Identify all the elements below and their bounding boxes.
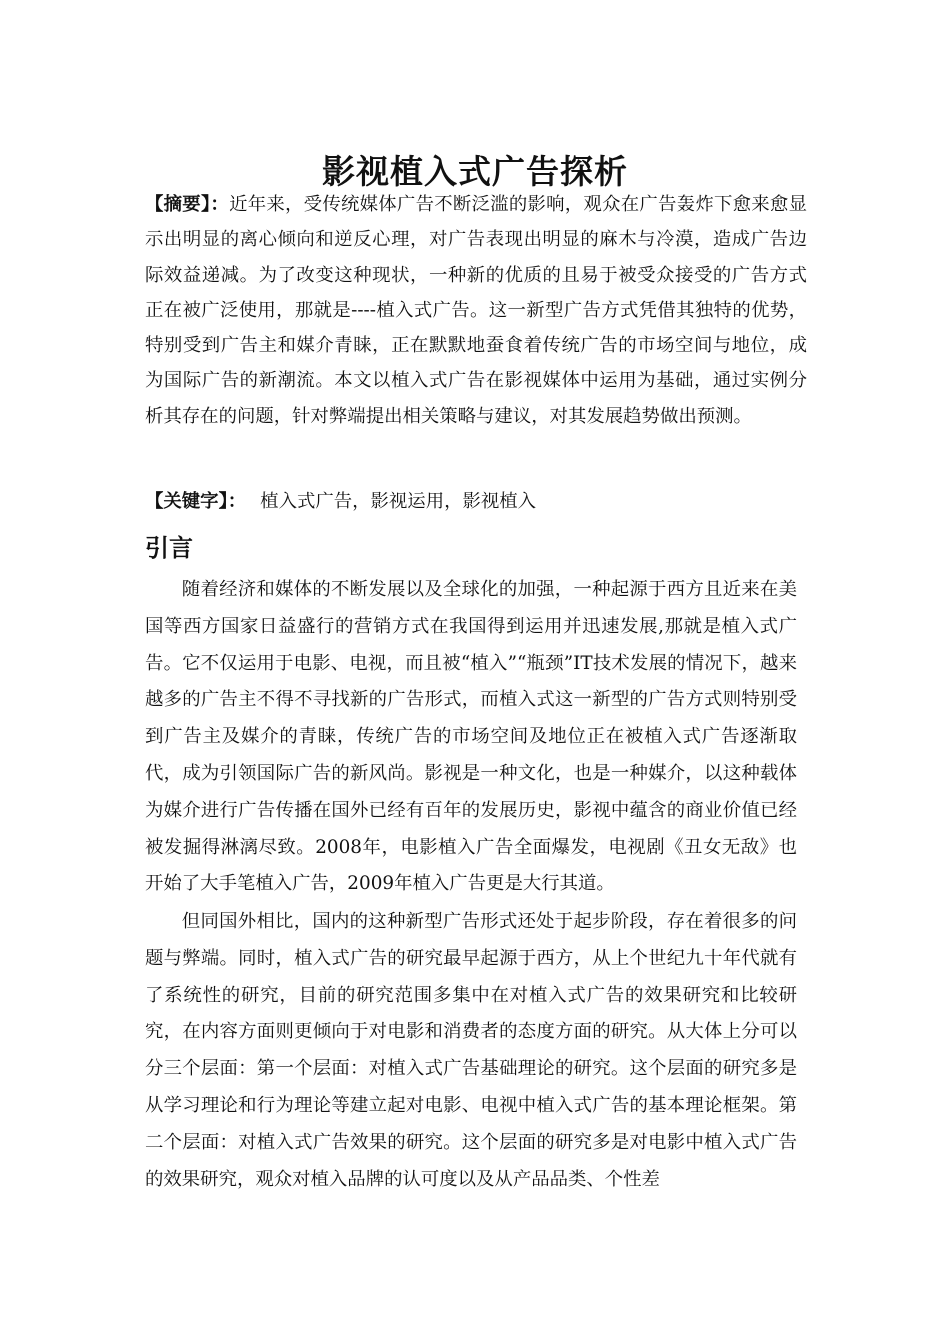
abstract-paragraph bbox=[145, 187, 807, 434]
keywords-text: 植入式广告，影视运用，影视植入 bbox=[260, 491, 537, 512]
abstract-separator: ： bbox=[210, 194, 230, 215]
paper-title: 影视植入式广告探析 bbox=[322, 152, 628, 192]
abstract-text: 近年来，受传统媒体广告不断泛滥的影响，观众在广告轰炸下愈来愈显示出明显的离心倾向和逆反心理，对广告表现出明显的麻木与冷漠，造成广告边际效益递减。为了改变这种现状，一种新的优质的且易于被受众接受的广告方式正在被广泛使用，那就是----植入式广告。这一新型广告方式凭借其独特的优势，特别受到广告主和媒介青睐，正在默默地蚕食着传统广告的市场空间与地位，成为国际广告的新潮流。本文以植入式广告在影视媒体中运用为基础，通过实例分析其存在的问题，针对弊端提出相关策略与建议，对其发展趋势做出预测。 bbox=[145, 194, 807, 427]
keywords-label: 【关键字】 bbox=[145, 491, 228, 512]
keywords-separator: ： bbox=[227, 491, 247, 512]
keywords-line bbox=[145, 484, 807, 519]
intro-heading: 引言 bbox=[145, 534, 193, 562]
intro-paragraph-2: 但同国外相比，国内的这种新型广告形式还处于起步阶段，存在着很多的问题与弊端。同时，植入式广告的研究最早起源于西方，从上个世纪九十年代就有了系统性的研究，目前的研究范围多集中在对植入式广告的效果研究和比较研究，在内容方面则更倾向于对电影和消费者的态度方面的研究。从大体上分可以分三个层面：第一个层面：对植入式广告基础理论的研究。这个层面的研究多是从学习理论和行为理论等建立起对电影、电视中植入式广告的基本理论框架。第二个层面：对植入式广告效果的研究。这个层面的研究多是对电影中植入式广告的效果研究，观众对植入品牌的认可度以及从产品品类、个性差 bbox=[145, 911, 797, 1190]
intro-paragraph-1: 随着经济和媒体的不断发展以及全球化的加强，一种起源于西方且近来在美国等西方国家日益盛行的营销方式在我国得到运用并迅速发展,那就是植入式广告。它不仅运用于电影、电视，而且被“植入”“瓶颈”IT技术发展的情况下，越来越多的广告主不得不寻找新的广告形式，而植入式这一新型的广告方式则特别受到广告主及媒介的青睐，传统广告的市场空间及地位正在被植入式广告逐渐取代，成为引领国际广告的新风尚。影视是一种文化，也是一种媒介，以这种载体为媒介进行广告传播在国外已经有百年的发展历史，影视中蕴含的商业价值已经被发掘得淋漓尽致。2008年，电影植入广告全面爆发，电视剧《丑女无敌》也开始了大手笔植入广告，2009年植入广告更是大行其道。 bbox=[145, 579, 797, 895]
abstract-label: 【摘要】 bbox=[145, 194, 211, 215]
